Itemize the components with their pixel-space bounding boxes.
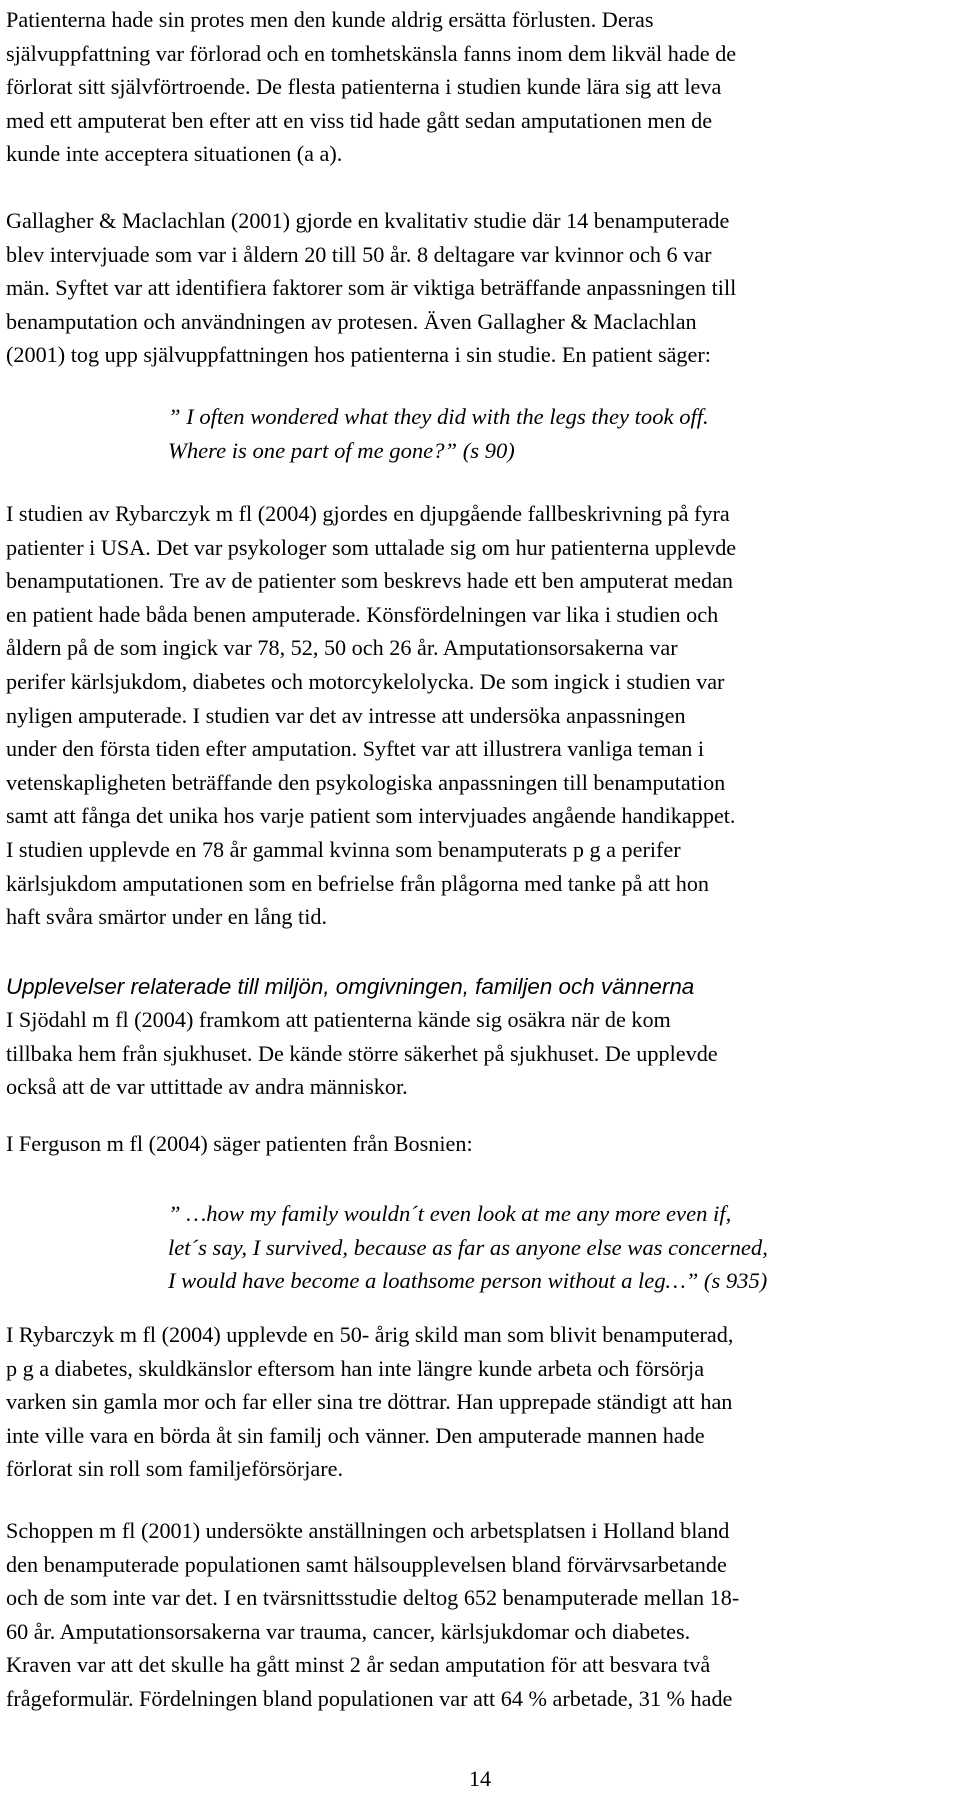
paragraph-line: p g a diabetes, skuldkänslor eftersom han inte längre kunde arbeta och försörja xyxy=(6,1355,705,1381)
paragraph-3 xyxy=(6,497,954,934)
paragraph-line: kärlsjukdom amputationen som en befrielse från plågorna med tanke på att hon xyxy=(6,870,710,896)
paragraph-line: den benamputerade populationen samt hälsoupplevelsen bland förvärvsarbetande xyxy=(6,1551,727,1577)
paragraph-1 xyxy=(6,3,954,171)
paragraph-line: under den första tiden efter amputation. Syftet var att illustrera vanliga teman i xyxy=(6,736,705,762)
paragraph-line: åldern på de som ingick var 78, 52, 50 och 26 år. Amputationsorsakerna var xyxy=(6,635,678,661)
paragraph-line: haft svåra smärtor under en lång tid. xyxy=(6,904,327,930)
paragraph-line: inte ville vara en börda åt sin familj och vänner. Den amputerade mannen hade xyxy=(6,1422,705,1448)
paragraph-line: förlorat sin roll som familjeförsörjare. xyxy=(6,1456,344,1482)
paragraph-line: I studien upplevde en 78 år gammal kvinna som benamputerats p g a perifer xyxy=(6,836,681,862)
paragraph-line: självuppfattning var förlorad och en tomhetskänsla fanns inom dem likväl hade de xyxy=(6,40,737,66)
paragraph-line: benamputation och användningen av protesen. Även Gallagher & Maclachlan xyxy=(6,308,697,334)
page-number: 14 xyxy=(469,1766,491,1791)
paragraph-line: perifer kärlsjukdom, diabetes och motorcykelolycka. De som ingick i studien var xyxy=(6,668,725,694)
paragraph-line: kunde inte acceptera situationen (a a). xyxy=(6,141,343,167)
quote-line: let´s say, I survived, because as far as anyone else was concerned, xyxy=(168,1234,768,1260)
quote-block-1 xyxy=(6,400,954,467)
paragraph-line: förlorat sitt självförtroende. De flesta patienterna i studien kunde lära sig att leva xyxy=(6,74,722,100)
paragraph-line: I studien av Rybarczyk m fl (2004) gjordes en djupgående fallbeskrivning på fyra xyxy=(6,501,730,526)
paragraph-5 xyxy=(6,1127,954,1161)
paragraph-line: benamputationen. Tre av de patienter som beskrevs hade ett ben amputerat medan xyxy=(6,568,734,594)
quote-line: ” …how my family wouldn´t even look at me any more even if, xyxy=(168,1201,732,1226)
quote-line: Where is one part of me gone?” (s 90) xyxy=(168,437,515,463)
paragraph-line: frågeformulär. Fördelningen bland populationen var att 64 % arbetade, 31 % hade xyxy=(6,1685,733,1711)
document-page xyxy=(6,0,954,1804)
paragraph-line: med ett amputerat ben efter att en viss tid hade gått sedan amputationen men de xyxy=(6,107,713,133)
paragraph-2 xyxy=(6,204,954,372)
paragraph-line: män. Syftet var att identifiera faktorer som är viktiga beträffande anpassningen till xyxy=(6,275,737,301)
paragraph-line: I Ferguson m fl (2004) säger patienten från Bosnien: xyxy=(6,1131,473,1156)
paragraph-line: 60 år. Amputationsorsakerna var trauma, cancer, kärlsjukdomar och diabetes. xyxy=(6,1618,691,1644)
paragraph-line: och de som inte var det. I en tvärsnittsstudie deltog 652 benamputerade mellan 18- xyxy=(6,1585,740,1611)
paragraph-line: blev intervjuade som var i åldern 20 till 50 år. 8 deltagare var kvinnor och 6 var xyxy=(6,241,712,267)
paragraph-line: (2001) tog upp självuppfattningen hos patienterna i sin studie. En patient säger: xyxy=(6,342,711,368)
paragraph-6 xyxy=(6,1318,954,1486)
paragraph-line: Patienterna hade sin protes men den kunde aldrig ersätta förlusten. Deras xyxy=(6,7,654,32)
paragraph-line: tillbaka hem från sjukhuset. De kände större säkerhet på sjukhuset. De upplevde xyxy=(6,1040,718,1066)
paragraph-line: Gallagher & Maclachlan (2001) gjorde en kvalitativ studie där 14 benamputerade xyxy=(6,208,730,233)
paragraph-line: patienter i USA. Det var psykologer som uttalade sig om hur patienterna upplevde xyxy=(6,534,737,560)
paragraph-line: vetenskapligheten beträffande den psykologiska anpassningen till benamputation xyxy=(6,769,726,795)
quote-block-2 xyxy=(6,1197,954,1298)
paragraph-line: I Sjödahl m fl (2004) framkom att patienterna kände sig osäkra när de kom xyxy=(6,1007,671,1032)
paragraph-7 xyxy=(6,1514,954,1716)
section-heading: Upplevelser relaterade till miljön, omgivningen, familjen och vännerna xyxy=(6,974,695,999)
paragraph-line: varken sin gamla mor och far eller sina tre döttrar. Han upprepade ständigt att han xyxy=(6,1389,733,1415)
paragraph-4 xyxy=(6,1003,954,1104)
paragraph-line: Schoppen m fl (2001) undersökte anställningen och arbetsplatsen i Holland bland xyxy=(6,1518,730,1543)
paragraph-line: en patient hade båda benen amputerade. Könsfördelningen var lika i studien och xyxy=(6,601,719,627)
paragraph-line: Kraven var att det skulle ha gått minst 2 år sedan amputation för att besvara två xyxy=(6,1652,711,1678)
paragraph-line: I Rybarczyk m fl (2004) upplevde en 50- årig skild man som blivit benamputerad, xyxy=(6,1322,734,1347)
paragraph-line: samt att fånga det unika hos varje patient som intervjuades angående handikappet. xyxy=(6,803,736,829)
paragraph-line: nyligen amputerade. I studien var det av intresse att undersöka anpassningen xyxy=(6,702,686,728)
quote-line: I would have become a loathsome person without a leg…” (s 935) xyxy=(168,1268,768,1294)
quote-line: ” I often wondered what they did with the legs they took off. xyxy=(168,404,709,429)
paragraph-line: också att de var uttittade av andra människor. xyxy=(6,1074,408,1100)
